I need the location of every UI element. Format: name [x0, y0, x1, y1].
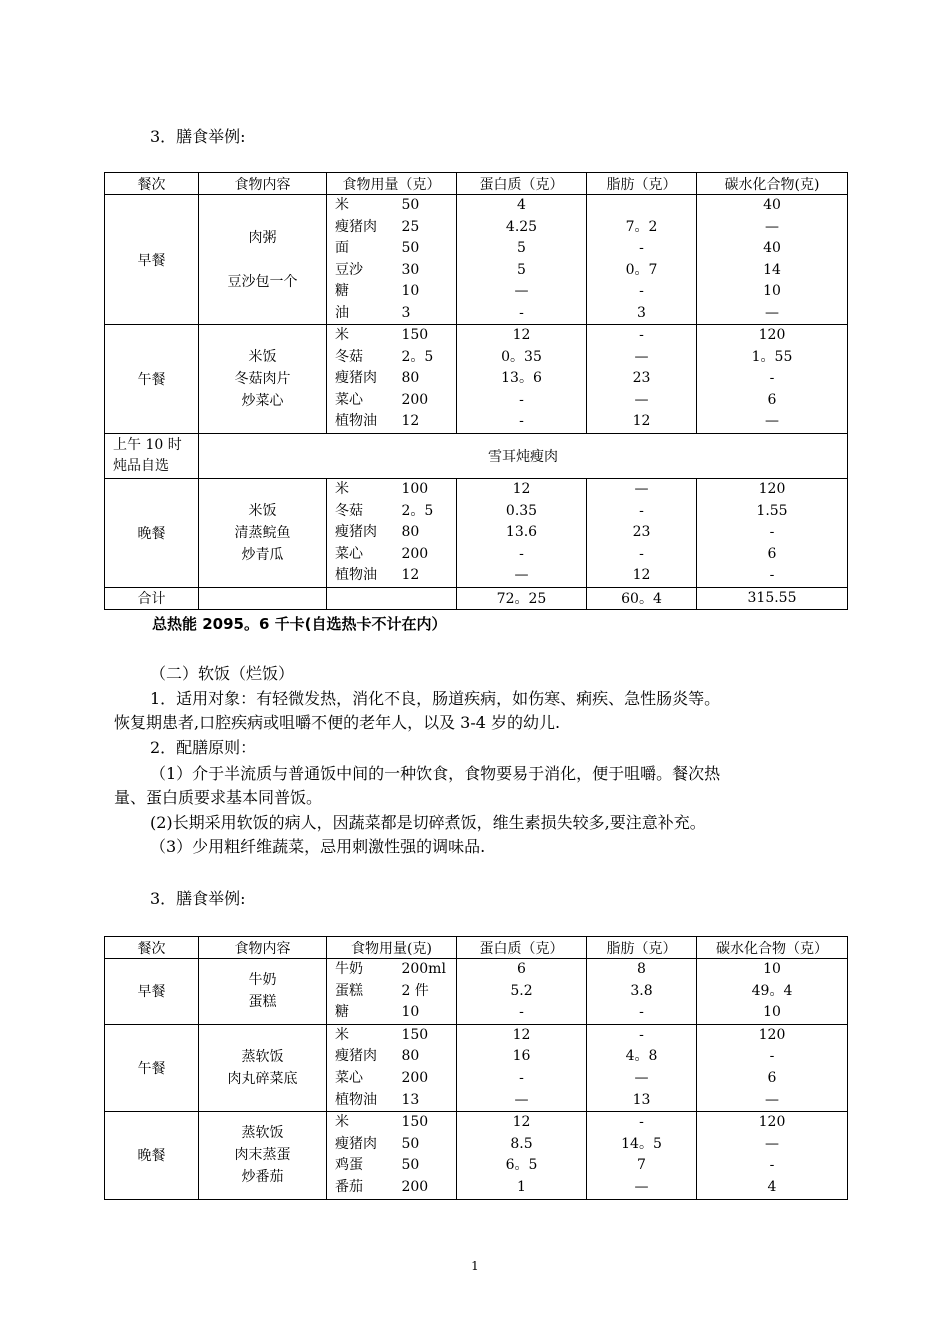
value: 49。4 — [751, 982, 793, 999]
carb-values — [697, 1112, 848, 1199]
value: - — [639, 283, 644, 299]
header-fat: 脂肪（克） — [587, 937, 697, 959]
food-name: 瘦猪肉 — [335, 1135, 377, 1152]
food-amount: 3 — [401, 304, 411, 321]
value: 23 — [632, 524, 651, 541]
paragraph: （1）介于半流质与普通饭中间的一种饮食，食物要易于消化，便于咀嚼。餐次热 — [150, 764, 721, 783]
food-name: 糖 — [335, 283, 349, 299]
value: 4 — [517, 197, 526, 213]
content-line: 蒸软饭 — [241, 1125, 284, 1142]
food-name: 米 — [335, 1114, 349, 1131]
table-row — [105, 1024, 848, 1111]
food-name: 瘦猪肉 — [335, 1048, 377, 1065]
content-line: 肉丸碎菜底 — [227, 1070, 298, 1087]
value: 1.55 — [756, 502, 788, 519]
carb-values — [697, 195, 848, 325]
value: 10 — [763, 283, 781, 299]
food-name: 糖 — [335, 1004, 349, 1021]
value: 10 — [763, 961, 781, 977]
value: 8 — [637, 961, 646, 977]
paragraph: 恢复期患者,口腔疾病或咀嚼不便的老年人，以及 3-4 岁的幼儿. — [114, 713, 561, 732]
content-line: 肉粥 — [248, 229, 277, 246]
content-line: 米饭 — [248, 348, 277, 365]
header-carb: 碳水化合物（克） — [697, 937, 848, 959]
food-name: 蛋糕 — [335, 982, 363, 999]
food-amounts — [327, 478, 457, 587]
food-amount: 200ml — [401, 961, 446, 977]
protein-values — [457, 959, 587, 1025]
value: — — [765, 1091, 779, 1108]
fat-values — [587, 325, 697, 434]
food-amount: 25 — [401, 218, 420, 235]
paragraph: （3）少用粗纤维蔬菜，忌用刺激性强的调味品. — [150, 837, 486, 856]
food-amount: 200 — [401, 1069, 429, 1086]
meal-name: 午餐 — [105, 1024, 199, 1111]
value: 14 — [763, 261, 781, 278]
value: 7。2 — [625, 218, 658, 235]
value: - — [639, 1004, 644, 1021]
fat-values — [587, 1024, 697, 1111]
food-amount: 200 — [401, 545, 429, 562]
table-row — [105, 195, 848, 325]
merged-content: 雪耳炖瘦肉 — [199, 433, 848, 478]
total-energy: 总热能 2095。6 千卡(自选热卡不计在内） — [152, 615, 447, 633]
carb-values — [697, 959, 848, 1025]
table-row — [105, 1112, 848, 1199]
food-name: 番茄 — [335, 1178, 363, 1195]
empty-cell — [199, 587, 327, 609]
value: 4。8 — [625, 1048, 658, 1065]
total-protein: 72。25 — [457, 587, 587, 609]
food-name: 菜心 — [335, 391, 363, 408]
food-amount: 200 — [401, 1178, 429, 1195]
value: — — [634, 1069, 649, 1086]
paragraph: (2)长期采用软饭的病人，因蔬菜都是切碎煮饭，维生素损失较多,要注意补充。 — [150, 813, 706, 832]
value: - — [519, 1069, 524, 1086]
meal-name-line: 上午 10 时 — [113, 436, 182, 453]
content-line: 冬菇肉片 — [234, 370, 291, 387]
value: - — [639, 502, 644, 519]
header-meal: 餐次 — [105, 937, 199, 959]
value: 12 — [512, 1114, 531, 1131]
value: 4.25 — [505, 218, 538, 235]
meal-content — [199, 959, 327, 1025]
value: 6 — [767, 1069, 777, 1086]
value: — — [765, 413, 779, 430]
food-name: 菜心 — [335, 545, 363, 562]
fat-values — [587, 195, 697, 325]
value: — — [634, 348, 649, 365]
meal-name: 午餐 — [105, 325, 199, 434]
value: 120 — [758, 1114, 786, 1131]
food-amount: 2。5 — [401, 502, 434, 519]
food-name: 豆沙 — [335, 261, 363, 278]
value — [587, 195, 696, 217]
food-name: 油 — [335, 304, 349, 321]
food-amount: 12 — [401, 567, 420, 584]
food-amount: 100 — [401, 480, 429, 497]
value: 13。6 — [501, 370, 542, 387]
carb-values — [697, 478, 848, 587]
value: 10 — [763, 1004, 781, 1021]
food-amount: 50 — [401, 1135, 420, 1152]
value: — — [765, 218, 779, 235]
content-line: 肉末蒸蛋 — [234, 1147, 291, 1164]
value: 12 — [512, 480, 531, 497]
table-row — [105, 959, 848, 1025]
food-amount: 12 — [401, 413, 420, 430]
value: 23 — [632, 370, 651, 387]
meal-name: 早餐 — [105, 959, 199, 1025]
total-row — [105, 587, 848, 609]
content-line: 炒番茄 — [241, 1169, 284, 1186]
food-amounts — [327, 1112, 457, 1199]
food-amount: 80 — [401, 1048, 420, 1065]
value: 40 — [763, 240, 781, 256]
value: - — [769, 567, 775, 584]
value: — — [634, 1178, 649, 1195]
value: 5.2 — [510, 982, 533, 999]
header-amount: 食物用量（克） — [327, 173, 457, 195]
content-line: 豆沙包一个 — [227, 273, 298, 290]
header-protein: 蛋白质（克） — [457, 937, 587, 959]
food-name: 米 — [335, 327, 349, 343]
paragraph: 1．适用对象：有轻微发热，消化不良，肠道疾病，如伤寒、痢疾、急性肠炎等。 — [150, 689, 721, 708]
total-fat: 60。4 — [587, 587, 697, 609]
value: — — [514, 567, 529, 584]
header-content: 食物内容 — [199, 937, 327, 959]
meal-name-line: 炖品自选 — [113, 457, 169, 474]
value: 14。5 — [621, 1135, 662, 1152]
value: 8.5 — [510, 1135, 533, 1152]
value: 12 — [512, 1026, 531, 1043]
content-line: 米饭 — [248, 502, 277, 519]
diet-table-1 — [104, 172, 848, 610]
food-amount: 10 — [401, 283, 420, 299]
food-amount: 80 — [401, 370, 420, 387]
value: 0.35 — [505, 502, 538, 519]
food-amount: 150 — [401, 1026, 429, 1043]
value: 13 — [632, 1091, 651, 1108]
fat-values — [587, 959, 697, 1025]
food-amount: 30 — [401, 261, 420, 278]
header-amount: 食物用量(克) — [327, 937, 457, 959]
value: 1。55 — [751, 348, 793, 365]
value: 12 — [632, 413, 651, 430]
value: 1 — [517, 1178, 526, 1195]
protein-values — [457, 1024, 587, 1111]
food-amount: 50 — [401, 1157, 420, 1174]
table-row — [105, 433, 848, 478]
value: - — [519, 413, 524, 430]
value: 6 — [517, 961, 526, 977]
content-line: 清蒸鲩鱼 — [234, 524, 291, 541]
value: 16 — [512, 1048, 531, 1065]
carb-values — [697, 1024, 848, 1111]
value: 7 — [637, 1157, 646, 1174]
value: - — [519, 304, 524, 321]
food-name: 菜心 — [335, 1069, 363, 1086]
header-content: 食物内容 — [199, 173, 327, 195]
meal-name — [105, 433, 199, 478]
meal-name: 晚餐 — [105, 478, 199, 587]
food-name: 鸡蛋 — [335, 1157, 363, 1174]
food-amounts — [327, 195, 457, 325]
protein-values — [457, 325, 587, 434]
table-header-row — [105, 937, 848, 959]
food-amount: 2 件 — [401, 982, 429, 999]
meal-content — [199, 1024, 327, 1111]
fat-values — [587, 478, 697, 587]
food-amount: 50 — [401, 240, 420, 256]
food-name: 冬菇 — [335, 502, 363, 519]
value: — — [514, 1091, 529, 1108]
food-amount: 150 — [401, 327, 429, 343]
protein-values — [457, 195, 587, 325]
food-amount: 80 — [401, 524, 420, 541]
value: - — [639, 545, 644, 562]
empty-cell — [327, 587, 457, 609]
value: 40 — [763, 197, 781, 213]
value: 12 — [632, 567, 651, 584]
page-number: 1 — [471, 1259, 479, 1273]
food-amounts — [327, 1024, 457, 1111]
meal-content — [199, 1112, 327, 1199]
value: 4 — [767, 1178, 777, 1195]
food-name: 米 — [335, 1026, 349, 1043]
fat-values — [587, 1112, 697, 1199]
value: - — [769, 370, 775, 387]
value: - — [769, 524, 775, 541]
value: 120 — [758, 327, 786, 343]
value: - — [769, 1048, 775, 1065]
header-fat: 脂肪（克） — [587, 173, 697, 195]
food-name: 植物油 — [335, 1091, 377, 1108]
header-meal: 餐次 — [105, 173, 199, 195]
value: — — [634, 391, 649, 408]
value: - — [639, 240, 644, 256]
food-amounts — [327, 325, 457, 434]
value: — — [514, 283, 529, 299]
value: - — [639, 1114, 644, 1131]
value: 3.8 — [630, 982, 653, 999]
section-title: （二）软饭（烂饭） — [150, 664, 295, 683]
value: 120 — [758, 480, 786, 497]
food-name: 米 — [335, 480, 349, 497]
meal-content — [199, 195, 327, 325]
table-row — [105, 478, 848, 587]
meal-content — [199, 478, 327, 587]
content-spacer — [199, 249, 326, 271]
content-line: 炒青瓜 — [241, 546, 284, 563]
content-line: 牛奶 — [248, 972, 277, 989]
value: 120 — [758, 1026, 786, 1043]
protein-values — [457, 1112, 587, 1199]
value: 13.6 — [505, 524, 538, 541]
paragraph: 2．配膳原则： — [150, 738, 257, 757]
value: 3 — [637, 304, 646, 321]
value: 6 — [767, 545, 777, 562]
total-carb: 315.55 — [697, 587, 848, 609]
protein-values — [457, 478, 587, 587]
header-protein: 蛋白质（克） — [457, 173, 587, 195]
header-carb: 碳水化合物(克) — [697, 173, 848, 195]
food-amount: 150 — [401, 1114, 429, 1131]
food-name: 瘦猪肉 — [335, 370, 377, 387]
value: - — [519, 1004, 524, 1021]
food-name: 米 — [335, 197, 349, 213]
value: 0。35 — [501, 348, 542, 365]
food-amounts — [327, 959, 457, 1025]
food-name: 植物油 — [335, 413, 377, 430]
value: — — [634, 480, 649, 497]
value: 5 — [517, 261, 526, 278]
value: - — [769, 1157, 775, 1174]
food-name: 瘦猪肉 — [335, 524, 377, 541]
carb-values — [697, 325, 848, 434]
diet-table-2 — [104, 936, 848, 1200]
content-line: 蒸软饭 — [241, 1048, 284, 1065]
food-amount: 10 — [401, 1004, 420, 1021]
section-heading-2: 3．膳食举例: — [150, 889, 246, 908]
content-line: 蛋糕 — [248, 994, 277, 1011]
meal-name: 晚餐 — [105, 1112, 199, 1199]
paragraph: 量、蛋白质要求基本同普饭。 — [114, 788, 323, 807]
content-line: 炒菜心 — [241, 392, 284, 409]
food-name: 冬菇 — [335, 348, 363, 365]
table-header-row — [105, 173, 848, 195]
total-label: 合计 — [105, 587, 199, 609]
value: 5 — [517, 240, 526, 256]
food-amount: 13 — [401, 1091, 420, 1108]
value: - — [519, 391, 524, 408]
value: 6。5 — [505, 1157, 538, 1174]
value: — — [765, 304, 779, 321]
food-amount: 50 — [401, 197, 420, 213]
value: — — [765, 1135, 779, 1152]
food-amount: 2。5 — [401, 348, 434, 365]
value: 6 — [767, 391, 777, 408]
value: - — [639, 1026, 644, 1043]
meal-content — [199, 325, 327, 434]
value: 12 — [512, 327, 531, 343]
food-name: 牛奶 — [335, 961, 363, 977]
section-heading-1: 3．膳食举例: — [150, 127, 246, 146]
value: - — [639, 327, 644, 343]
food-name: 面 — [335, 240, 349, 256]
table-row — [105, 325, 848, 434]
value: 0。7 — [625, 261, 658, 278]
value: - — [519, 545, 524, 562]
food-name: 植物油 — [335, 567, 377, 584]
meal-name: 早餐 — [105, 195, 199, 325]
food-name: 瘦猪肉 — [335, 218, 377, 235]
food-amount: 200 — [401, 391, 429, 408]
